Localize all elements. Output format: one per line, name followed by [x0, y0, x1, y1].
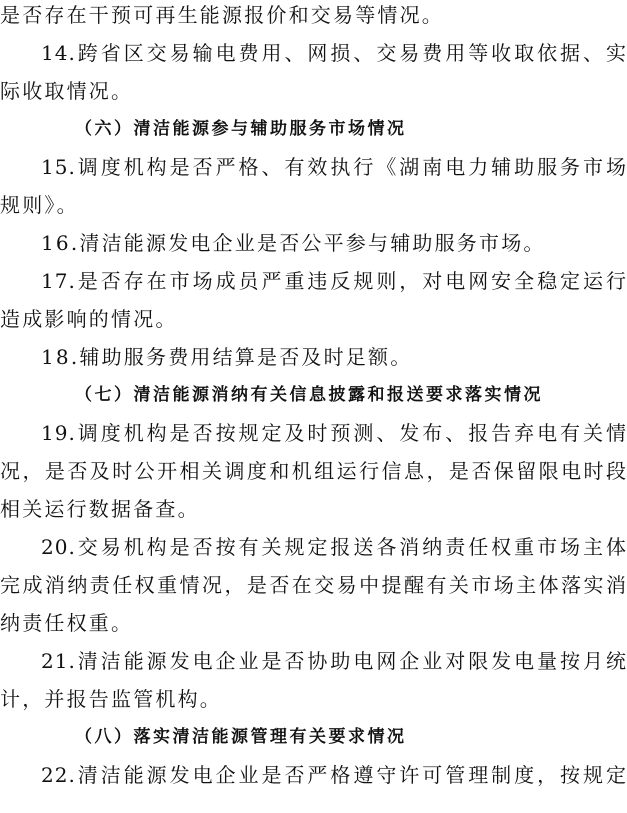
- paragraph-line: 15.调度机构是否严格、有效执行《湖南电力辅助服务市场: [41, 155, 627, 179]
- paragraph-line: 况，是否及时公开相关调度和机组运行信息，是否保留限电时段: [0, 459, 627, 483]
- paragraph-line: 相关运行数据备查。: [0, 497, 200, 521]
- paragraph-line: 14.跨省区交易输电费用、网损、交易费用等收取依据、实: [41, 41, 627, 65]
- section-heading: （六）清洁能源参与辅助服务市场情况: [75, 119, 407, 139]
- section-heading: （七）清洁能源消纳有关信息披露和报送要求落实情况: [75, 385, 543, 405]
- paragraph-line: 计，并报告监管机构。: [0, 687, 222, 711]
- paragraph-line: 19.调度机构是否按规定及时预测、发布、报告弃电有关情: [41, 421, 627, 445]
- paragraph-line: 21.清洁能源发电企业是否协助电网企业对限发电量按月统: [41, 649, 627, 673]
- paragraph-line: 22.清洁能源发电企业是否严格遵守许可管理制度，按规定: [41, 763, 627, 787]
- paragraph-line: 是否存在干预可再生能源报价和交易等情况。: [0, 3, 444, 27]
- paragraph-line: 18.辅助服务费用结算是否及时足额。: [41, 345, 413, 369]
- paragraph-line: 完成消纳责任权重情况，是否在交易中提醒有关市场主体落实消: [0, 573, 627, 597]
- paragraph-line: 际收取情况。: [0, 79, 134, 103]
- paragraph-line: 20.交易机构是否按有关规定报送各消纳责任权重市场主体: [41, 535, 627, 559]
- paragraph-line: 造成影响的情况。: [0, 307, 178, 331]
- paragraph-line: 纳责任权重。: [0, 611, 134, 635]
- paragraph-line: 16.清洁能源发电企业是否公平参与辅助服务市场。: [41, 231, 546, 255]
- paragraph-line: 17.是否存在市场成员严重违反规则，对电网安全稳定运行: [41, 269, 627, 293]
- paragraph-line: 规则》。: [0, 193, 79, 217]
- section-heading: （八）落实清洁能源管理有关要求情况: [75, 727, 407, 747]
